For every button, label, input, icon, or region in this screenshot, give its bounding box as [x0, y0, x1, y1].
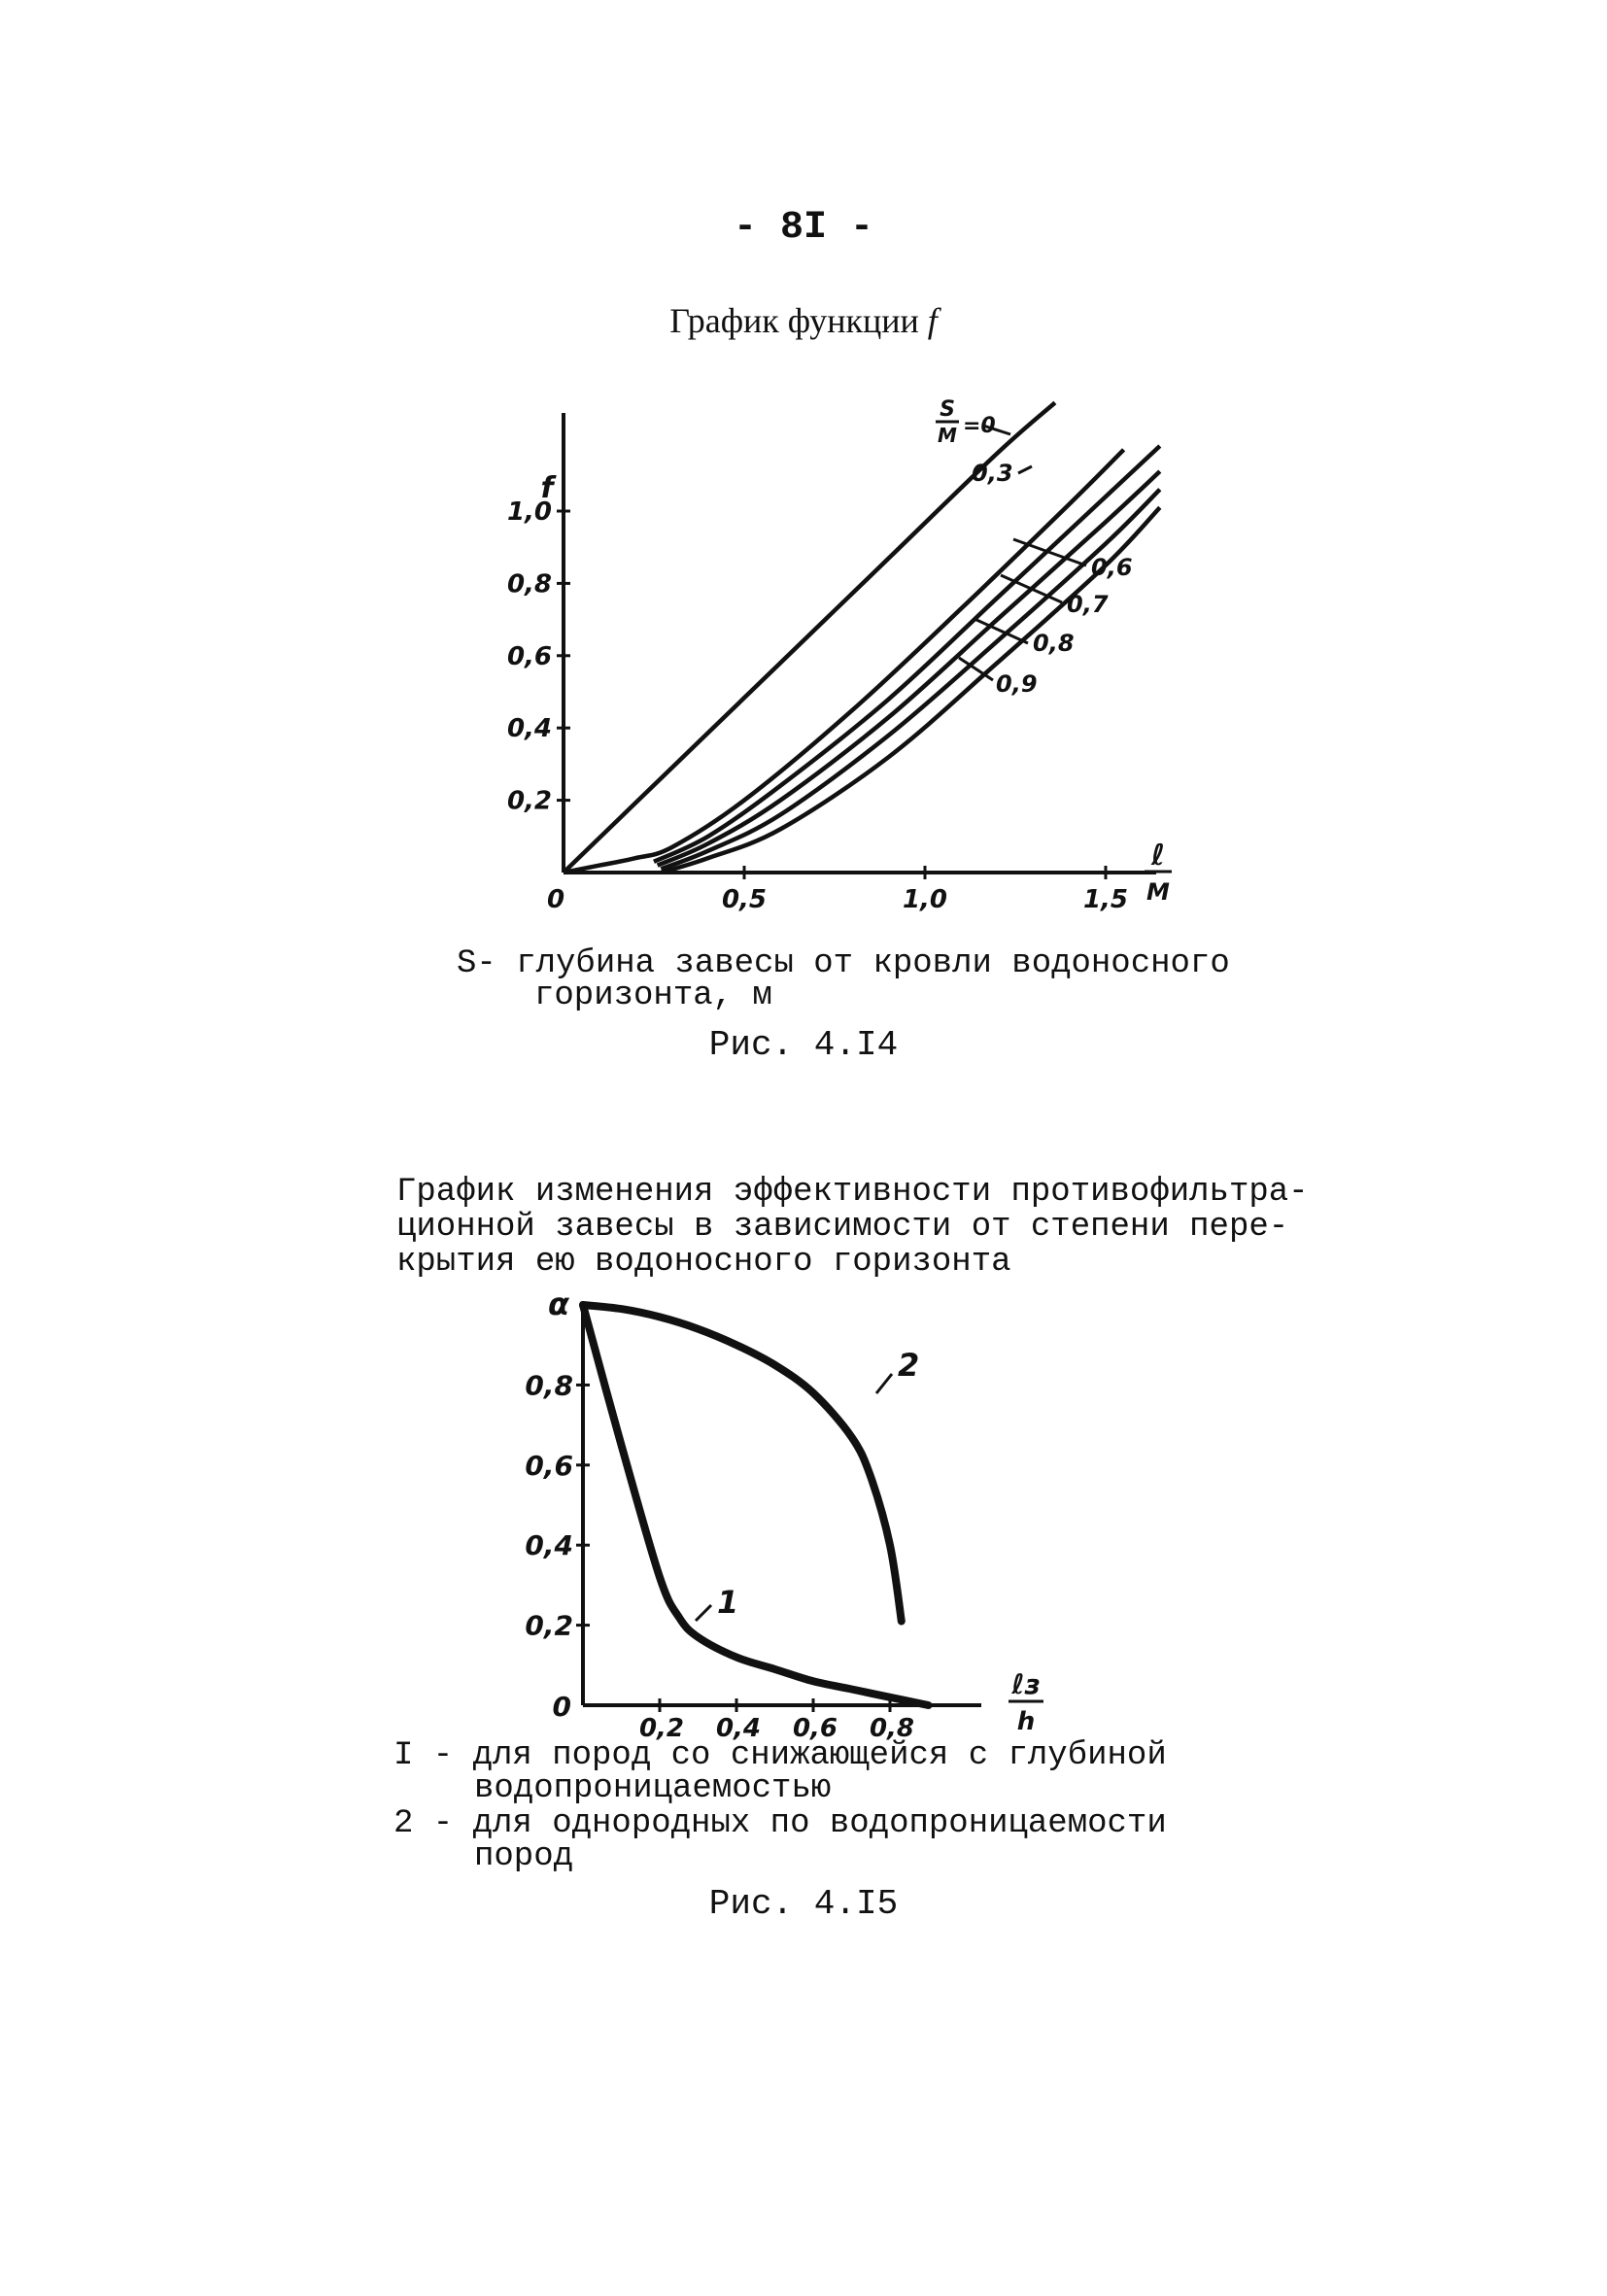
chart2-leader-2: [876, 1374, 892, 1393]
chart1-param-label-num: S: [940, 397, 955, 422]
chart1-series-label-0-8: 0,8: [1033, 630, 1075, 657]
chart2-series-label-2: 2: [898, 1347, 920, 1384]
chart1-series-0-6: [654, 446, 1160, 862]
chart2-series-2: [583, 1305, 902, 1622]
chart1-series-label-0-9: 0,9: [996, 670, 1038, 698]
chart1-y-tick-label: 0,8: [506, 569, 552, 600]
chart1-series-label-0-7: 0,7: [1067, 591, 1109, 618]
chart2-x-axis-label-num: ℓз: [1011, 1668, 1041, 1700]
chart2-y-tick-label: 0,4: [525, 1529, 573, 1562]
figure2-title-line3: крытия ею водоносного горизонта: [396, 1244, 1011, 1281]
chart2-origin-label: 0: [552, 1691, 571, 1723]
chart1-leader-0-3: [1018, 466, 1032, 473]
chart1-series-label-0-6: 0,6: [1091, 554, 1133, 581]
chart2-y-tick-label: 0,6: [525, 1449, 573, 1482]
chart2-y-tick-label: 0,2: [525, 1609, 573, 1642]
chart1-x-tick-label: 0: [546, 885, 565, 914]
figure1-note-line1: S- глубина завесы от кровли водоносного: [457, 945, 1230, 982]
chart1-x-tick-label: 0,5: [721, 885, 768, 914]
chart1-leader-0-6: [1013, 539, 1086, 565]
figure1-caption: Рис. 4.I4: [708, 1025, 899, 1065]
chart2-x-axis-label-den: h: [1016, 1707, 1036, 1736]
chart2-x-tick-label: 0,6: [792, 1714, 838, 1743]
chart1-param-label-den: M: [938, 424, 957, 447]
chart1-y-tick-label: 0,6: [506, 641, 552, 671]
page-number: - 8I -: [733, 206, 874, 250]
chart2-y-tick-label: 0,8: [525, 1369, 573, 1402]
chart1-x-tick-label: 1,0: [902, 885, 948, 914]
chart1-series-0-3: [564, 450, 1124, 873]
chart1-x-tick-label: 1,5: [1082, 885, 1129, 914]
figure1-title-text: График функции: [669, 301, 919, 340]
chart1-series-label-0-3: 0,3: [972, 460, 1013, 487]
chart2-x-tick-label: 0,4: [715, 1714, 762, 1743]
chart1-y-axis-label: f: [540, 471, 554, 505]
chart1-y-tick-label: 1,0: [506, 497, 552, 527]
chart2-series-label-1: 1: [717, 1584, 739, 1621]
chart1-y-tick-label: 0,2: [506, 786, 552, 816]
figure2-title-line2: ционной завесы в зависимости от степени пере-: [396, 1209, 1289, 1246]
figure2-caption: Рис. 4.I5: [708, 1884, 899, 1924]
chart1-x-axis-label-den: M: [1146, 878, 1170, 906]
figure2-title-line1: График изменения эффективности противофильтра-: [396, 1174, 1309, 1211]
figure1-title-symbol: f: [927, 301, 938, 340]
figure1-note-line2: горизонта, м: [534, 977, 772, 1014]
chart2-x-tick-label: 0,8: [869, 1714, 915, 1743]
figure2-legend1-line2: водопроницаемостью: [474, 1770, 832, 1807]
chart1-x-axis-label-num: ℓ: [1150, 839, 1166, 873]
chart1-y-tick-label: 0,4: [506, 714, 552, 744]
figure2-legend1-line1: I - для пород со снижающейся с глубиной: [393, 1737, 1167, 1774]
figure2-legend2-line1: 2 - для однородных по водопроницаемости: [393, 1805, 1167, 1842]
chart2-leader-1: [696, 1605, 711, 1621]
chart2-y-axis-label: α: [548, 1285, 569, 1322]
chart2-x-tick-label: 0,2: [638, 1714, 685, 1743]
chart1-param-label-value: =0: [963, 414, 996, 438]
figure2-legend2-line2: пород: [474, 1838, 574, 1875]
